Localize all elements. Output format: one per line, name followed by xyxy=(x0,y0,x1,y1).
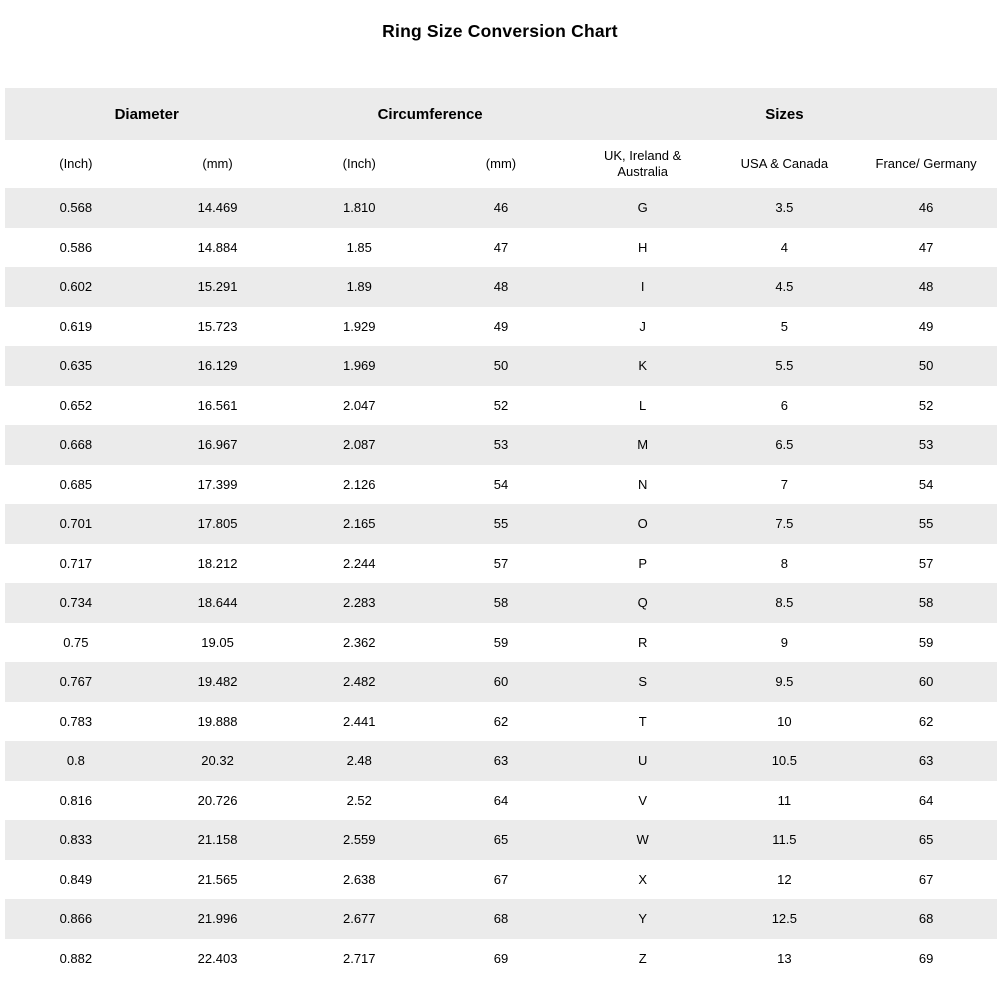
table-cell: J xyxy=(639,318,646,334)
table-row xyxy=(5,662,997,702)
table-cell: 11.5 xyxy=(772,832,797,848)
column-header-circumference-mm: (mm) xyxy=(485,156,517,171)
table-cell: 1.929 xyxy=(342,318,376,334)
column-header-uk-ireland-australia: UK, Ireland & Australia xyxy=(604,148,682,179)
table-cell: 0.882 xyxy=(59,950,93,966)
table-cell: 0.816 xyxy=(59,792,93,808)
table-cell: 4.5 xyxy=(775,279,794,295)
table-row xyxy=(5,465,997,505)
table-cell: L xyxy=(639,397,647,413)
table-cell: 0.668 xyxy=(59,437,93,453)
table-cell: Y xyxy=(638,911,647,927)
table-cell: 54 xyxy=(918,476,934,492)
table-cell: 65 xyxy=(918,832,934,848)
table-cell: 9.5 xyxy=(775,674,794,690)
table-cell: 17.805 xyxy=(197,516,238,532)
table-row xyxy=(5,899,997,939)
table-cell: O xyxy=(637,516,648,532)
table-cell: 18.644 xyxy=(197,595,238,611)
table-cell: 67 xyxy=(493,871,509,887)
table-cell: P xyxy=(638,555,647,571)
table-cell: 17.399 xyxy=(197,476,238,492)
table-cell: 2.638 xyxy=(342,871,376,887)
table-cell: 2.165 xyxy=(342,516,376,532)
table-row xyxy=(5,702,997,742)
table-cell: 0.685 xyxy=(59,476,93,492)
table-cell: 60 xyxy=(493,674,509,690)
table-row xyxy=(5,188,997,228)
table-cell: 3.5 xyxy=(775,200,794,216)
table-cell: 46 xyxy=(493,200,509,216)
table-row xyxy=(5,939,997,979)
table-cell: V xyxy=(638,792,647,808)
table-cell: 0.783 xyxy=(59,713,93,729)
table-cell: 0.652 xyxy=(59,397,93,413)
table-cell: 1.810 xyxy=(342,200,376,216)
table-cell: 9 xyxy=(780,634,788,650)
table-cell: 2.087 xyxy=(342,437,376,453)
ring-size-table xyxy=(5,88,997,978)
table-row xyxy=(5,741,997,781)
table-cell: 20.32 xyxy=(201,753,234,769)
table-header xyxy=(5,88,997,188)
table-cell: 1.85 xyxy=(346,239,372,255)
table-cell: 55 xyxy=(918,516,934,532)
table-cell: 46 xyxy=(918,200,934,216)
group-header-row xyxy=(5,88,997,140)
table-cell: 14.469 xyxy=(197,200,238,216)
table-row xyxy=(5,820,997,860)
table-cell: 5.5 xyxy=(775,358,794,374)
table-cell: 21.158 xyxy=(197,832,238,848)
table-cell: 68 xyxy=(493,911,509,927)
table-cell: 16.967 xyxy=(197,437,238,453)
table-cell: K xyxy=(638,358,647,374)
table-cell: 15.291 xyxy=(197,279,238,295)
table-cell: 49 xyxy=(918,318,934,334)
table-cell: 2.047 xyxy=(342,397,376,413)
table-cell: 0.635 xyxy=(59,358,93,374)
table-cell: 0.833 xyxy=(59,832,93,848)
table-cell: 63 xyxy=(918,753,934,769)
table-cell: 69 xyxy=(493,950,509,966)
table-cell: 54 xyxy=(493,476,509,492)
table-cell: 47 xyxy=(493,239,509,255)
table-cell: 63 xyxy=(493,753,509,769)
table-cell: 5 xyxy=(780,318,788,334)
table-cell: I xyxy=(640,279,645,295)
table-cell: 0.619 xyxy=(59,318,93,334)
table-body xyxy=(5,188,997,978)
table-cell: 2.52 xyxy=(346,792,372,808)
column-header-row xyxy=(5,140,997,188)
table-cell: 57 xyxy=(918,555,934,571)
table-cell: 59 xyxy=(493,634,509,650)
table-cell: Z xyxy=(638,950,647,966)
table-cell: 2.677 xyxy=(342,911,376,927)
table-cell: 49 xyxy=(493,318,509,334)
table-cell: X xyxy=(638,871,647,887)
table-cell: 4 xyxy=(780,239,788,255)
table-cell: 67 xyxy=(918,871,934,887)
table-cell: 18.212 xyxy=(197,555,238,571)
table-cell: 0.568 xyxy=(59,200,93,216)
table-cell: 0.8 xyxy=(66,753,85,769)
table-row xyxy=(5,623,997,663)
column-header-diameter-inch: (Inch) xyxy=(59,156,93,171)
table-row xyxy=(5,267,997,307)
table-cell: 8 xyxy=(780,555,788,571)
table-cell: R xyxy=(637,634,648,650)
group-header-sizes: Sizes xyxy=(765,105,804,123)
table-cell: 0.75 xyxy=(63,634,89,650)
table-cell: 7.5 xyxy=(775,516,794,532)
table-cell: 2.244 xyxy=(342,555,376,571)
column-header-circumference-inch: (Inch) xyxy=(342,156,376,171)
table-cell: 16.129 xyxy=(197,358,238,374)
table-cell: T xyxy=(638,713,647,729)
table-row xyxy=(5,307,997,347)
table-cell: 48 xyxy=(918,279,934,295)
table-row xyxy=(5,504,997,544)
table-cell: 65 xyxy=(493,832,509,848)
table-cell: S xyxy=(638,674,647,690)
table-cell: 21.996 xyxy=(197,911,238,927)
table-cell: 52 xyxy=(493,397,509,413)
table-cell: 12 xyxy=(777,871,792,887)
table-cell: 57 xyxy=(493,555,509,571)
table-cell: 52 xyxy=(918,397,934,413)
table-cell: 21.565 xyxy=(197,871,238,887)
table-cell: 13 xyxy=(777,950,792,966)
table-cell: G xyxy=(637,200,648,216)
table-cell: 58 xyxy=(918,595,934,611)
table-cell: 0.866 xyxy=(59,911,93,927)
table-cell: 2.283 xyxy=(342,595,376,611)
table-cell: 47 xyxy=(918,239,934,255)
table-cell: 2.126 xyxy=(342,476,376,492)
table-cell: 0.849 xyxy=(59,871,93,887)
table-cell: 2.441 xyxy=(342,713,376,729)
table-row xyxy=(5,781,997,821)
table-cell: 53 xyxy=(918,437,934,453)
table-cell: 22.403 xyxy=(197,950,238,966)
table-row xyxy=(5,228,997,268)
table-cell: 10 xyxy=(777,713,792,729)
table-cell: 2.482 xyxy=(342,674,376,690)
table-cell: 60 xyxy=(918,674,934,690)
table-row xyxy=(5,860,997,900)
table-cell: 53 xyxy=(493,437,509,453)
table-cell: M xyxy=(637,437,649,453)
table-cell: 69 xyxy=(918,950,934,966)
table-cell: 62 xyxy=(493,713,509,729)
table-cell: 8.5 xyxy=(775,595,794,611)
table-cell: 2.362 xyxy=(342,634,376,650)
table-cell: 1.89 xyxy=(346,279,372,295)
table-cell: 0.701 xyxy=(59,516,93,532)
table-cell: 0.734 xyxy=(59,595,93,611)
table-cell: 64 xyxy=(493,792,509,808)
column-header-usa-canada: USA & Canada xyxy=(740,156,829,171)
table-cell: U xyxy=(637,753,648,769)
table-cell: 2.48 xyxy=(346,753,372,769)
table-row xyxy=(5,425,997,465)
table-cell: 19.888 xyxy=(197,713,238,729)
table-cell: 59 xyxy=(918,634,934,650)
table-cell: 14.884 xyxy=(197,239,238,255)
table-cell: 19.482 xyxy=(197,674,238,690)
table-cell: 2.717 xyxy=(342,950,376,966)
table-cell: 0.586 xyxy=(59,239,93,255)
table-cell: 2.559 xyxy=(342,832,376,848)
table-cell: Q xyxy=(637,595,648,611)
table-cell: 7 xyxy=(780,476,788,492)
table-cell: 6 xyxy=(780,397,788,413)
table-cell: 6.5 xyxy=(775,437,794,453)
table-cell: 12.5 xyxy=(771,911,798,927)
table-row xyxy=(5,386,997,426)
group-header-circumference: Circumference xyxy=(377,105,483,123)
table-cell: 10.5 xyxy=(771,753,798,769)
table-cell: 19.05 xyxy=(201,634,234,650)
table-cell: W xyxy=(636,832,649,848)
table-cell: 62 xyxy=(918,713,934,729)
table-cell: 50 xyxy=(493,358,509,374)
table-cell: 15.723 xyxy=(197,318,238,334)
table-cell: 0.602 xyxy=(59,279,93,295)
group-header-diameter: Diameter xyxy=(114,105,179,123)
table-row xyxy=(5,583,997,623)
table-cell: H xyxy=(637,239,648,255)
table-row xyxy=(5,346,997,386)
table-cell: 0.767 xyxy=(59,674,93,690)
table-cell: 48 xyxy=(493,279,509,295)
table-cell: 11 xyxy=(777,792,792,808)
column-header-diameter-mm: (mm) xyxy=(202,156,233,171)
page-title: Ring Size Conversion Chart xyxy=(382,21,618,41)
table-cell: 0.717 xyxy=(59,555,93,571)
table-cell: 68 xyxy=(918,911,934,927)
table-cell: 1.969 xyxy=(342,358,376,374)
table-row xyxy=(5,544,997,584)
table-cell: 64 xyxy=(918,792,934,808)
table-cell: 58 xyxy=(493,595,509,611)
table-cell: 20.726 xyxy=(197,792,238,808)
table-cell: 55 xyxy=(493,516,509,532)
table-cell: 50 xyxy=(918,358,934,374)
table-cell: N xyxy=(637,476,648,492)
column-header-france-germany: France/ Germany xyxy=(875,156,977,171)
table-cell: 16.561 xyxy=(197,397,238,413)
